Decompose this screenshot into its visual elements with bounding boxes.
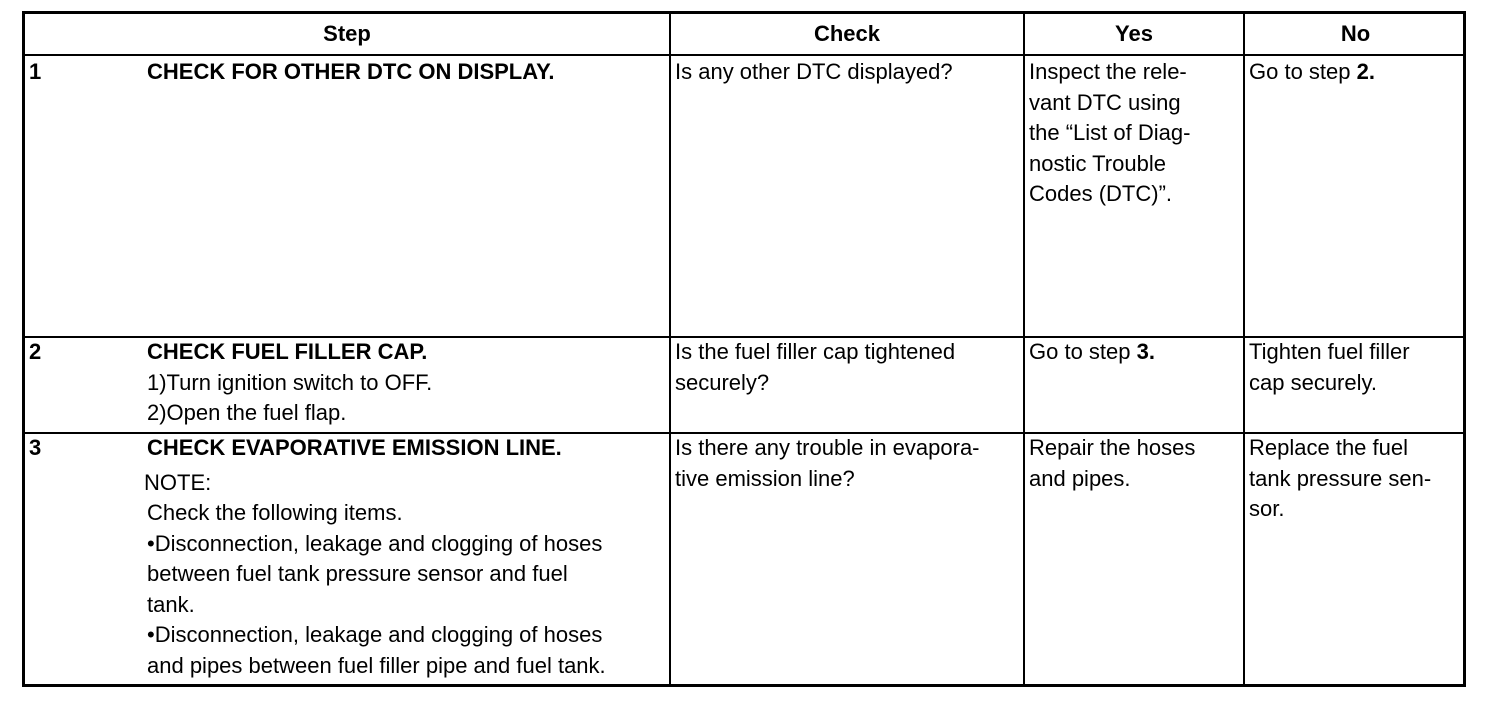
header-check: Check xyxy=(813,21,881,46)
no-line: Tighten fuel filler xyxy=(1249,339,1410,364)
no-line: tank pressure sen- xyxy=(1249,465,1432,491)
step-ref: 2. xyxy=(1356,59,1375,84)
no-line: Replace the fuel xyxy=(1249,435,1408,460)
yes-line: the “List of Diag- xyxy=(1029,120,1191,145)
column-divider xyxy=(1243,14,1245,684)
yes-text xyxy=(1029,57,1190,210)
yes-line: Repair the hoses xyxy=(1029,435,1196,460)
check-line: Is any other DTC displayed? xyxy=(675,59,953,84)
no-prefix: Go to step xyxy=(1249,59,1357,84)
yes-text xyxy=(1029,337,1155,368)
note-label: NOTE: xyxy=(144,469,212,495)
no-text xyxy=(1249,337,1410,398)
yes-line: Inspect the rele- xyxy=(1029,59,1187,84)
check-line: Is there any trouble in evapora- xyxy=(675,435,980,460)
no-text xyxy=(1249,57,1375,88)
step-line: 1)Turn ignition switch to OFF. xyxy=(147,369,433,395)
step-number: 2 xyxy=(29,339,42,364)
step-line: 2)Open the fuel flap. xyxy=(147,400,347,425)
check-line: tive emission line? xyxy=(675,465,855,491)
step-title: CHECK FUEL FILLER CAP. xyxy=(147,339,428,364)
note-line: between fuel tank pressure sensor and fuel xyxy=(147,561,568,586)
check-line: Is the fuel filler cap tightened xyxy=(675,339,956,364)
yes-line: vant DTC using xyxy=(1029,89,1181,115)
header-step: Step xyxy=(323,21,371,46)
no-line: cap securely. xyxy=(1249,369,1377,395)
note-line: tank. xyxy=(147,591,195,617)
header-yes: Yes xyxy=(1115,21,1153,46)
no-text xyxy=(1249,433,1431,525)
note-line: •Disconnection, leakage and clogging of hoses xyxy=(147,622,603,647)
diagnostic-table xyxy=(22,11,1466,687)
step-number: 3 xyxy=(29,435,42,460)
column-divider xyxy=(1023,14,1025,684)
yes-text xyxy=(1029,433,1195,494)
check-text xyxy=(675,337,955,398)
step-body xyxy=(144,433,606,681)
yes-prefix: Go to step xyxy=(1029,339,1137,364)
column-divider xyxy=(669,14,671,684)
step-number: 1 xyxy=(29,59,42,84)
step-body xyxy=(147,337,432,429)
note-line: Check the following items. xyxy=(147,500,403,525)
step-ref: 3. xyxy=(1136,339,1155,364)
yes-line: and pipes. xyxy=(1029,465,1131,491)
check-text xyxy=(675,57,953,88)
note-line: •Disconnection, leakage and clogging of hoses xyxy=(147,530,603,556)
step-title: CHECK FOR OTHER DTC ON DISPLAY. xyxy=(147,59,555,84)
yes-line: Codes (DTC)”. xyxy=(1029,181,1173,206)
yes-line: nostic Trouble xyxy=(1029,150,1166,176)
check-line: securely? xyxy=(675,369,770,395)
no-line: sor. xyxy=(1249,496,1285,521)
note-line: and pipes between fuel filler pipe and fuel tank. xyxy=(147,652,606,678)
check-text xyxy=(675,433,980,494)
step-title: CHECK EVAPORATIVE EMISSION LINE. xyxy=(147,435,562,460)
header-no: No xyxy=(1340,21,1371,46)
header-divider xyxy=(25,54,1463,56)
